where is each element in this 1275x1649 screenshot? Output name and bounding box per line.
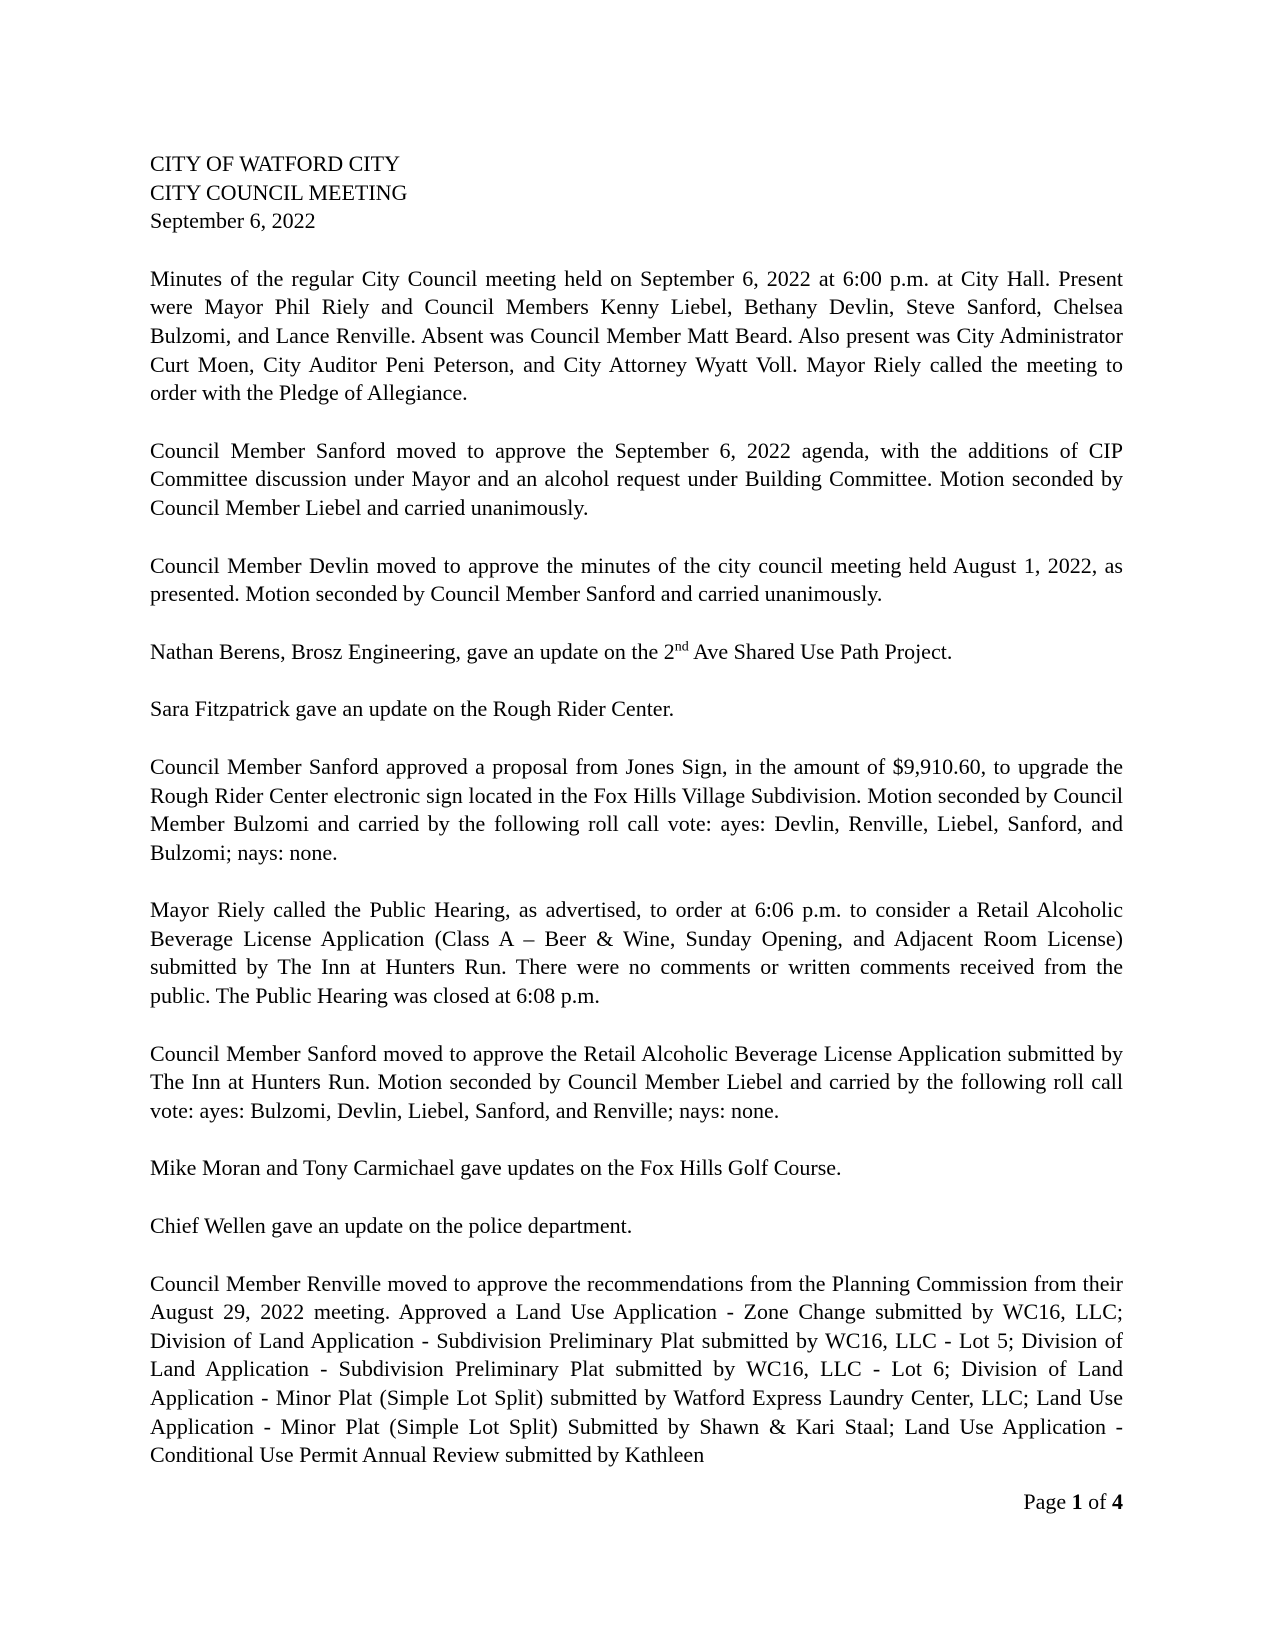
police-update-paragraph: Chief Wellen gave an update on the police department. [150, 1213, 633, 1239]
shared-use-path-paragraph [150, 638, 1123, 667]
page-label: Page [1023, 1489, 1067, 1514]
page-number [1023, 1489, 1123, 1515]
current-page: 1 [1071, 1489, 1083, 1514]
paragraph-text: Nathan Berens, Brosz Engineering, gave an update on the 2 [150, 638, 675, 664]
minutes-motion-paragraph: Council Member Devlin moved to approve the minutes of the city council meeting held August 1, 2022, as presented. Motion seconded by Council Member Sanford and carried unanimously. [150, 552, 1123, 607]
alcohol-license-paragraph: Council Member Sanford moved to approve the Retail Alcoholic Beverage License Application submitted by The Inn at Hunters Run. Motion seconded by Council Member Liebel and carried by the following roll call vote: ayes: Bulzomi, Devlin, Liebel, Sanford, and Renville; nays: none. [150, 1040, 1123, 1123]
sign-proposal-paragraph: Council Member Sanford approved a proposal from Jones Sign, in the amount of $9,910.60, to upgrade the Rough Rider Center electronic sign located in the Fox Hills Village Subdivision. Motion seconded by Council Member Bulzomi and carried by the following roll call vote: ayes: Devlin, Renville, Liebel, Sanford, and Bulzomi; nays: none. [150, 753, 1123, 865]
document-header [150, 150, 1123, 236]
attendance-paragraph: Minutes of the regular City Council meeting held on September 6, 2022 at 6:00 p.m. at City Hall. Present were Mayor Phil Riely and Council Members Kenny Liebel, Bethany Devlin, Steve Sanford, Chelsea Bulzomi, and Lance Renville. Absent was Council Member Matt Beard. Also present was City Administrator Curt Moen, City Auditor Peni Peterson, and City Attorney Wyatt Voll. Mayor Riely called the meeting to order with the Pledge of Allegiance. [150, 265, 1123, 406]
agenda-motion-paragraph: Council Member Sanford moved to approve the September 6, 2022 agenda, with the additions of CIP Committee discussion under Mayor and an alcohol request under Building Committee. Motion seconded by Council Member Liebel and carried unanimously. [150, 437, 1123, 520]
rough-rider-update-paragraph: Sara Fitzpatrick gave an update on the Rough Rider Center. [150, 696, 675, 722]
city-name: CITY OF WATFORD CITY [150, 151, 400, 176]
ordinal-suffix: nd [674, 639, 689, 655]
document-page [150, 150, 1123, 1499]
public-hearing-paragraph: Mayor Riely called the Public Hearing, as advertised, to order at 6:06 p.m. to consider a Retail Alcoholic Beverage License Application (Class A – Beer & Wine, Sunday Opening, and Adjacent Room License) submitted by The Inn at Hunters Run. There were no comments or written comments received from the public. The Public Hearing was closed at 6:08 p.m. [150, 897, 1123, 1009]
paragraph-text: Ave Shared Use Path Project. [688, 638, 953, 664]
golf-course-paragraph: Mike Moran and Tony Carmichael gave updates on the Fox Hills Golf Course. [150, 1155, 842, 1181]
of-label: of [1088, 1489, 1107, 1514]
meeting-title: CITY COUNCIL MEETING [150, 179, 408, 205]
planning-commission-paragraph: Council Member Renville moved to approve the recommendations from the Planning Commission from their August 29, 2022 meeting. Approved a Land Use Application - Zone Change submitted by WC16, LLC; Division of Land Application - Subdivision Preliminary Plat submitted by WC16, LLC - Lot 5; Division of Land Application - Subdivision Preliminary Plat submitted by WC16, LLC - Lot 6; Division of Land Application - Minor Plat (Simple Lot Split) submitted by Watford Express Laundry Center, LLC; Land Use Application - Minor Plat (Simple Lot Split) Submitted by Shawn & Kari Staal; Land Use Application - Conditional Use Permit Annual Review submitted by Kathleen [150, 1270, 1123, 1468]
total-pages: 4 [1112, 1489, 1123, 1514]
meeting-date: September 6, 2022 [150, 208, 316, 234]
